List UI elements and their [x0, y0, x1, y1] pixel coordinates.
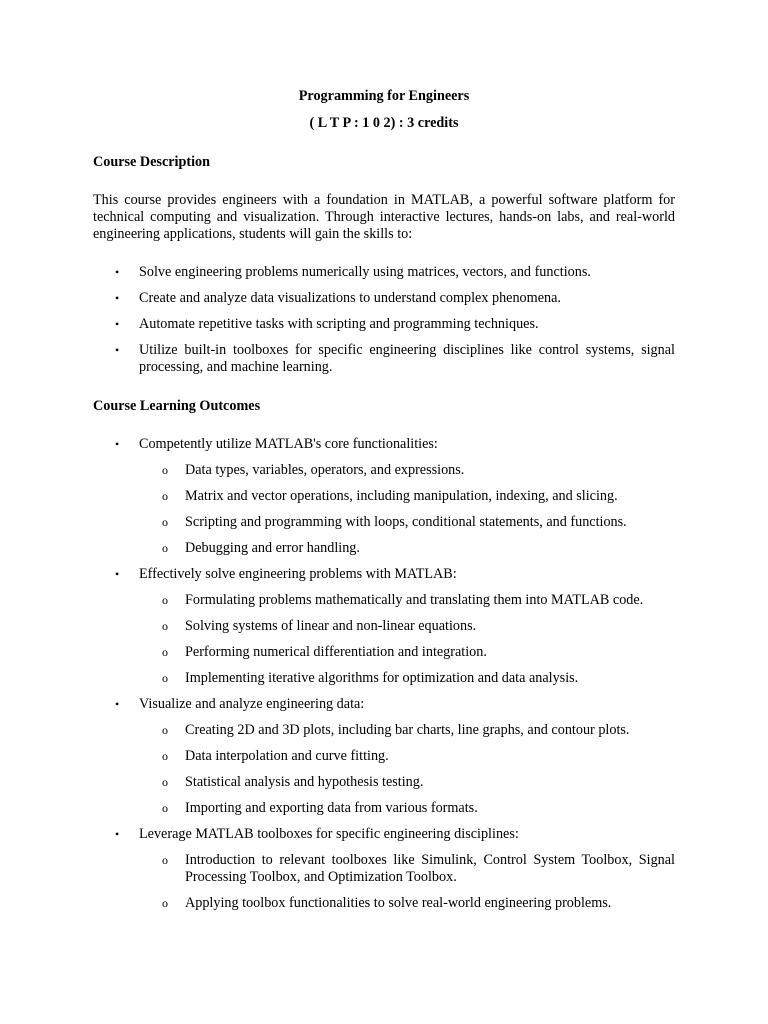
sub-list: [139, 722, 675, 817]
circle-bullet-icon: o: [162, 853, 168, 867]
sub-list-item-text: Data interpolation and curve fitting.: [185, 748, 389, 764]
sub-list-item-text: Scripting and programming with loops, conditional statements, and functions.: [185, 514, 627, 530]
list-item: [93, 342, 675, 376]
bullet-icon: •: [115, 291, 120, 305]
bullet-icon: •: [115, 827, 120, 841]
bullet-icon: •: [115, 437, 120, 451]
list-item: [93, 436, 675, 557]
sub-list-item-text: Solving systems of linear and non-linear equations.: [185, 618, 477, 634]
sub-list-item-text: Data types, variables, operators, and expressions.: [185, 462, 465, 478]
list-item-text: Create and analyze data visualizations to understand complex phenomena.: [139, 290, 561, 306]
sub-list-item: [139, 644, 675, 661]
list-item: [93, 316, 675, 333]
sub-list-item-text: Statistical analysis and hypothesis testing.: [185, 774, 424, 790]
list-item: [93, 566, 675, 687]
credits-line: ( L T P : 1 0 2) : 3 credits: [309, 115, 459, 131]
sub-list-item: [139, 895, 675, 912]
learning-outcomes-heading: Course Learning Outcomes: [93, 398, 261, 414]
document-page: [93, 86, 675, 912]
sub-list-item: [139, 774, 675, 791]
bullet-icon: •: [115, 343, 120, 357]
sub-list-item: [139, 592, 675, 609]
list-item-text: Solve engineering problems numerically using matrices, vectors, and functions.: [139, 264, 591, 280]
outcomes-list: [93, 436, 675, 912]
list-item-text: Effectively solve engineering problems with MATLAB:: [139, 566, 457, 582]
list-item: [93, 264, 675, 281]
sub-list-item-text: Introduction to relevant toolboxes like Simulink, Control System Toolbox, Signal Processing Toolbox, and Optimization Toolbox.: [185, 852, 675, 885]
circle-bullet-icon: o: [162, 541, 168, 555]
sub-list-item-text: Implementing iterative algorithms for optimization and data analysis.: [185, 670, 579, 686]
circle-bullet-icon: o: [162, 775, 168, 789]
sub-list-item: [139, 800, 675, 817]
circle-bullet-icon: o: [162, 619, 168, 633]
sub-list-item-text: Performing numerical differentiation and integration.: [185, 644, 487, 660]
description-list: [93, 264, 675, 376]
circle-bullet-icon: o: [162, 896, 168, 910]
sub-list-item-text: Importing and exporting data from various formats.: [185, 800, 478, 816]
document-title: Programming for Engineers: [298, 88, 470, 104]
bullet-icon: •: [115, 697, 120, 711]
list-item-text: Visualize and analyze engineering data:: [139, 696, 365, 712]
course-description-paragraph: This course provides engineers with a foundation in MATLAB, a powerful software platform for technical computing and visualization. Through interactive lectures, hands-on labs, and real-world engineering applications, students will gain the skills to:: [93, 192, 675, 242]
circle-bullet-icon: o: [162, 801, 168, 815]
sub-list-item-text: Creating 2D and 3D plots, including bar charts, line graphs, and contour plots.: [185, 722, 630, 738]
sub-list-item-text: Matrix and vector operations, including manipulation, indexing, and slicing.: [185, 488, 618, 504]
list-item-text: Leverage MATLAB toolboxes for specific engineering disciplines:: [139, 826, 519, 842]
circle-bullet-icon: o: [162, 749, 168, 763]
sub-list-item-text: Formulating problems mathematically and translating them into MATLAB code.: [185, 592, 644, 608]
sub-list-item: [139, 722, 675, 739]
sub-list-item: [139, 748, 675, 765]
circle-bullet-icon: o: [162, 645, 168, 659]
sub-list-item: [139, 540, 675, 557]
circle-bullet-icon: o: [162, 489, 168, 503]
list-item: [93, 290, 675, 307]
sub-list-item-text: Debugging and error handling.: [185, 540, 360, 556]
bullet-icon: •: [115, 567, 120, 581]
circle-bullet-icon: o: [162, 593, 168, 607]
sub-list: [139, 592, 675, 687]
circle-bullet-icon: o: [162, 515, 168, 529]
sub-list-item: [139, 670, 675, 687]
list-item-text: Automate repetitive tasks with scripting and programming techniques.: [139, 316, 539, 332]
bullet-icon: •: [115, 265, 120, 279]
circle-bullet-icon: o: [162, 671, 168, 685]
sub-list-item: [139, 514, 675, 531]
circle-bullet-icon: o: [162, 463, 168, 477]
course-description-heading: Course Description: [93, 154, 211, 170]
sub-list-item-text: Applying toolbox functionalities to solve real-world engineering problems.: [185, 895, 612, 911]
list-item: [93, 826, 675, 912]
list-item-text: Competently utilize MATLAB's core functionalities:: [139, 436, 438, 452]
list-item-text: Utilize built-in toolboxes for specific engineering disciplines like control systems, signal processing, and machine learning.: [139, 342, 675, 375]
sub-list-item: [139, 488, 675, 505]
sub-list-item: [139, 852, 675, 886]
sub-list: [139, 462, 675, 557]
circle-bullet-icon: o: [162, 723, 168, 737]
bullet-icon: •: [115, 317, 120, 331]
list-item: [93, 696, 675, 817]
sub-list-item: [139, 618, 675, 635]
sub-list: [139, 852, 675, 912]
sub-list-item: [139, 462, 675, 479]
